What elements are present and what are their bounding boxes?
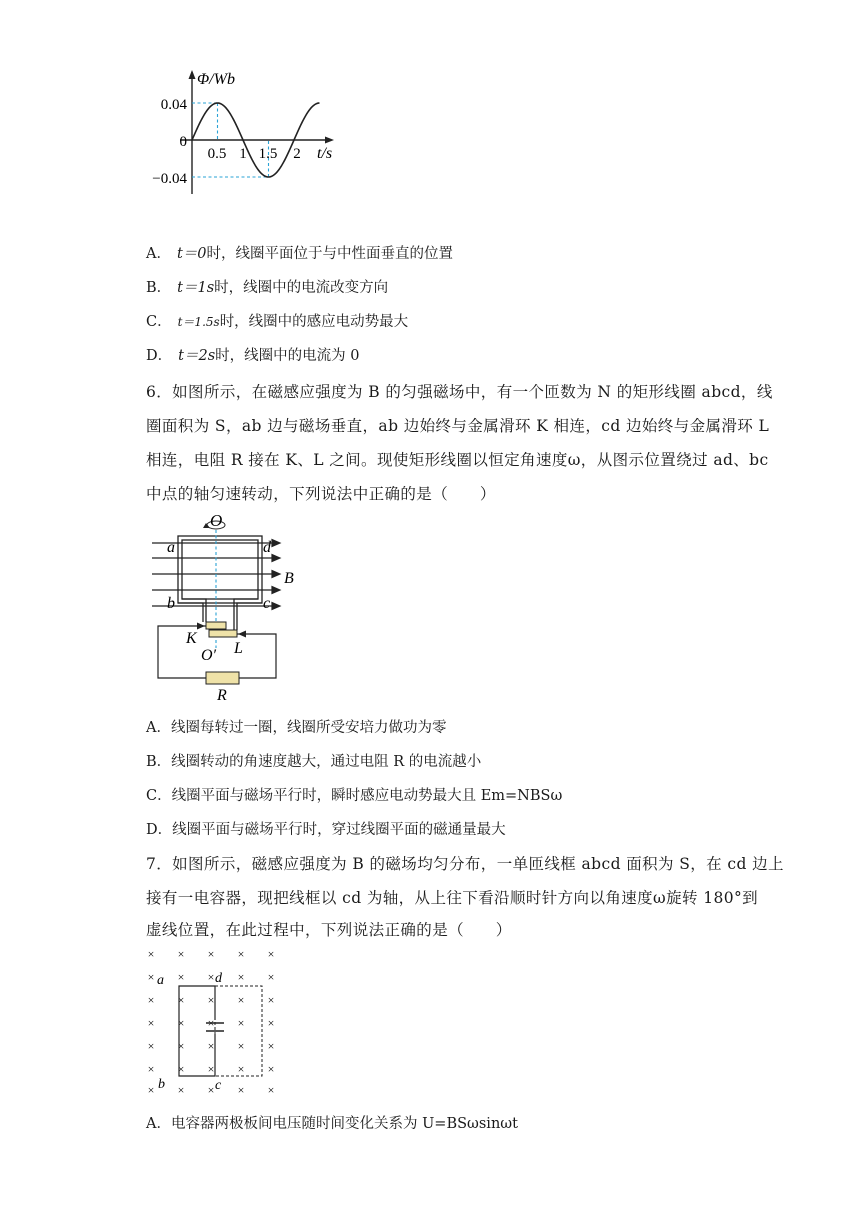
field-cross-icon: × (267, 1039, 275, 1053)
label-a: a (167, 539, 175, 556)
field-cross-icon: × (177, 1062, 185, 1076)
field-cross-icon: × (177, 993, 185, 1007)
field-cross-icon: × (177, 1083, 185, 1097)
option-letter: C． (146, 314, 172, 330)
q6-option-c[interactable]: C．线圈平面与磁场平行时，瞬时感应电动势最大且 Em=NBSω (146, 788, 563, 804)
field-cross-icon: × (267, 993, 275, 1007)
field-cross-icon: × (207, 947, 215, 961)
field-cross-icon: × (177, 1039, 185, 1053)
q6-stem-line: 相连，电阻 R 接在 K、L 之间。现使矩形线圈以恒定角速度ω，从图示位置绕过 ad、bc (146, 451, 769, 469)
field-cross-icon: × (147, 1083, 155, 1097)
field-cross-icon: × (267, 1016, 275, 1030)
x-tick-label: 1.5 (258, 146, 278, 162)
field-cross-icon: × (237, 1016, 245, 1030)
option-letter: D． (146, 348, 173, 364)
q7-stem-line: 虚线位置，在此过程中，下列说法正确的是（ ） (146, 921, 512, 939)
q6-stem-line: 圈面积为 S，ab 边与磁场垂直，ab 边始终与金属滑环 K 相连，cd 边始终与金属滑环 L (146, 417, 770, 435)
field-cross-icon: × (147, 970, 155, 984)
field-cross-icon: × (237, 993, 245, 1007)
q7-stem-line: 接有一电容器，现把线框以 cd 为轴，从上往下看沿顺时针方向以角速度ω旋转 180°到 (146, 889, 759, 907)
field-cross-icon: × (237, 1062, 245, 1076)
option-math: t＝1s (177, 280, 215, 296)
graph-axes (180, 70, 334, 194)
q5-option-b[interactable] (146, 276, 388, 297)
slip-ring-l (209, 630, 237, 637)
field-cross-icon: × (147, 1062, 155, 1076)
field-cross-icon: × (147, 993, 155, 1007)
option-text: 时，线圈平面位于与中性面垂直的位置 (206, 246, 454, 262)
option-text: 时，线圈中的电流为 0 (215, 348, 360, 364)
field-cross-icon: × (207, 1016, 215, 1030)
q6-option-b[interactable]: B．线圈转动的角速度越大，通过电阻 R 的电流越小 (146, 754, 482, 770)
q6-option-d[interactable]: D．线圈平面与磁场平行时，穿过线圈平面的磁通量最大 (146, 822, 506, 838)
label-a: a (157, 973, 164, 988)
option-math: t＝2s (178, 348, 216, 364)
resistor (206, 672, 239, 684)
q5-option-c[interactable] (146, 310, 408, 331)
q6-stem-line: 6．如图所示，在磁感应强度为 B 的匀强磁场中，有一个匝数为 N 的矩形线圈 abcd，线 (146, 383, 773, 401)
field-cross-icon: × (267, 970, 275, 984)
rotating-coil-figure (146, 510, 306, 705)
field-cross-icon: × (177, 1016, 185, 1030)
q7-option-a[interactable]: A．电容器两极板间电压随时间变化关系为 U=BSωsinωt (146, 1116, 518, 1132)
q5-option-a[interactable] (146, 242, 453, 263)
label-c: c (215, 1078, 222, 1093)
field-cross-icon: × (147, 1016, 155, 1030)
field-cross-icon: × (207, 1062, 215, 1076)
label-b: b (167, 595, 175, 612)
field-cross-icon: × (207, 1039, 215, 1053)
label-k: K (186, 630, 197, 647)
axis-top-label: O (210, 511, 223, 530)
field-cross-icon: × (237, 970, 245, 984)
label-d: d (215, 971, 222, 986)
label-l: L (234, 640, 243, 657)
field-cross-icon: × (207, 970, 215, 984)
axis-bottom-label: O′ (201, 647, 217, 664)
magnetic-field-crosses (148, 947, 275, 1097)
y-tick-label: 0.04 (160, 97, 187, 113)
field-cross-icon: × (147, 1039, 155, 1053)
x-tick-label: 0.5 (207, 146, 227, 162)
field-cross-icon: × (177, 970, 185, 984)
label-b: b (158, 1077, 165, 1092)
label-r: R (217, 687, 227, 704)
field-cross-icon: × (237, 1083, 245, 1097)
x-tick-label: 1 (239, 146, 247, 162)
x-axis-label: t/s (317, 145, 333, 162)
option-letter: B． (146, 280, 172, 296)
capacitor-frame-figure (140, 944, 290, 1104)
field-cross-icon: × (207, 1083, 215, 1097)
flux-time-graph (140, 68, 350, 198)
option-text: 时，线圈中的电流改变方向 (214, 280, 389, 296)
option-math: t＝1.5s (177, 315, 220, 329)
field-cross-icon: × (237, 1039, 245, 1053)
q7-stem-line: 7．如图所示，磁感应强度为 B 的磁场均匀分布，一单匝线框 abcd 面积为 S，在 cd 边上 (146, 855, 784, 873)
field-cross-icon: × (207, 993, 215, 1007)
field-cross-icon: × (177, 947, 185, 961)
label-field-b: B (284, 570, 294, 587)
field-cross-icon: × (267, 947, 275, 961)
q5-option-d[interactable] (146, 344, 359, 365)
field-cross-icon: × (237, 947, 245, 961)
label-c: c (263, 595, 271, 612)
slip-ring-k (206, 622, 226, 629)
field-cross-icon: × (267, 1062, 275, 1076)
q6-stem-line: 中点的轴匀速转动，下列说法中正确的是（ ） (146, 485, 496, 503)
y-axis-label: Φ/Wb (197, 71, 235, 88)
arrow-l (238, 631, 246, 638)
option-letter: A． (146, 246, 171, 262)
y-tick-label: 0 (179, 134, 187, 150)
option-math: t＝0 (176, 246, 207, 262)
y-tick-label: −0.04 (152, 171, 187, 187)
option-text: 时，线圈中的感应电动势最大 (219, 314, 409, 330)
q6-option-a[interactable]: A．线圈每转过一圈，线圈所受安培力做功为零 (146, 720, 447, 736)
label-d: d (263, 539, 271, 556)
arrow-k (197, 623, 205, 630)
x-tick-label: 2 (293, 146, 301, 162)
field-cross-icon: × (147, 947, 155, 961)
rectangular-coil (178, 536, 262, 630)
field-cross-icon: × (267, 1083, 275, 1097)
